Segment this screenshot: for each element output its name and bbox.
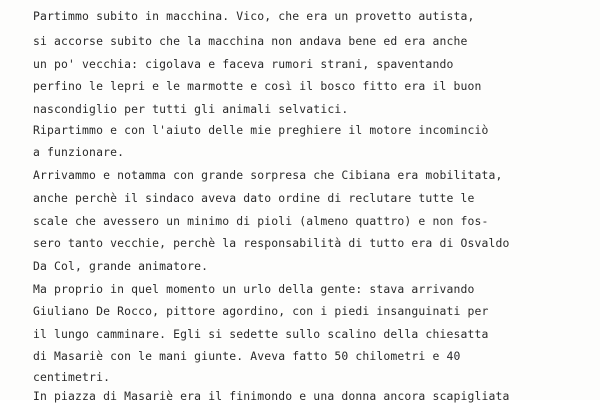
text-line: perfino le lepri e le marmotte e così il bosco fitto era il buon (33, 79, 482, 93)
text-line: sero tanto vecchie, perchè la responsabilità di tutto era di Osvaldo (33, 236, 510, 250)
text-line: Arrivammo e notamma con grande sorpresa che Cibiana era mobilitata, (33, 168, 503, 182)
text-line: un po' vecchia: cigolava e faceva rumori strani, spaventando (33, 57, 454, 71)
text-line: Ma proprio in quel momento un urlo della gente: stava arrivando (33, 282, 475, 296)
text-line: Da Col, grande animatore. (33, 259, 209, 273)
text-line: di Masariè con le mani giunte. Aveva fatto 50 chilometri e 40 (33, 349, 461, 363)
text-line: In piazza di Masariè era il finimondo e una donna ancora scapigliata (33, 389, 510, 403)
text-line: il lungo camminare. Egli si sedette sullo scalino della chiesatta (33, 327, 489, 341)
text-line: anche perchè il sindaco aveva dato ordine di reclutare tutte le (33, 191, 475, 205)
text-line: a funzionare. (33, 145, 125, 159)
text-line: Partimmo subito in macchina. Vico, che era un provetto autista, (33, 9, 475, 23)
text-line: scale che avessero un minimo di pioli (almeno quattro) e non fos- (33, 214, 489, 228)
text-line: centimetri. (33, 370, 111, 384)
text-line: Ripartimmo e con l'aiuto delle mie preghiere il motore incominciò (33, 123, 489, 137)
text-line: si accorse subito che la macchina non andava bene ed era anche (33, 34, 468, 48)
text-line: Giuliano De Rocco, pittore agordino, con i piedi insanguinati per (33, 304, 489, 318)
text-line: nascondiglio per tutti gli animali selvatici. (33, 102, 349, 116)
